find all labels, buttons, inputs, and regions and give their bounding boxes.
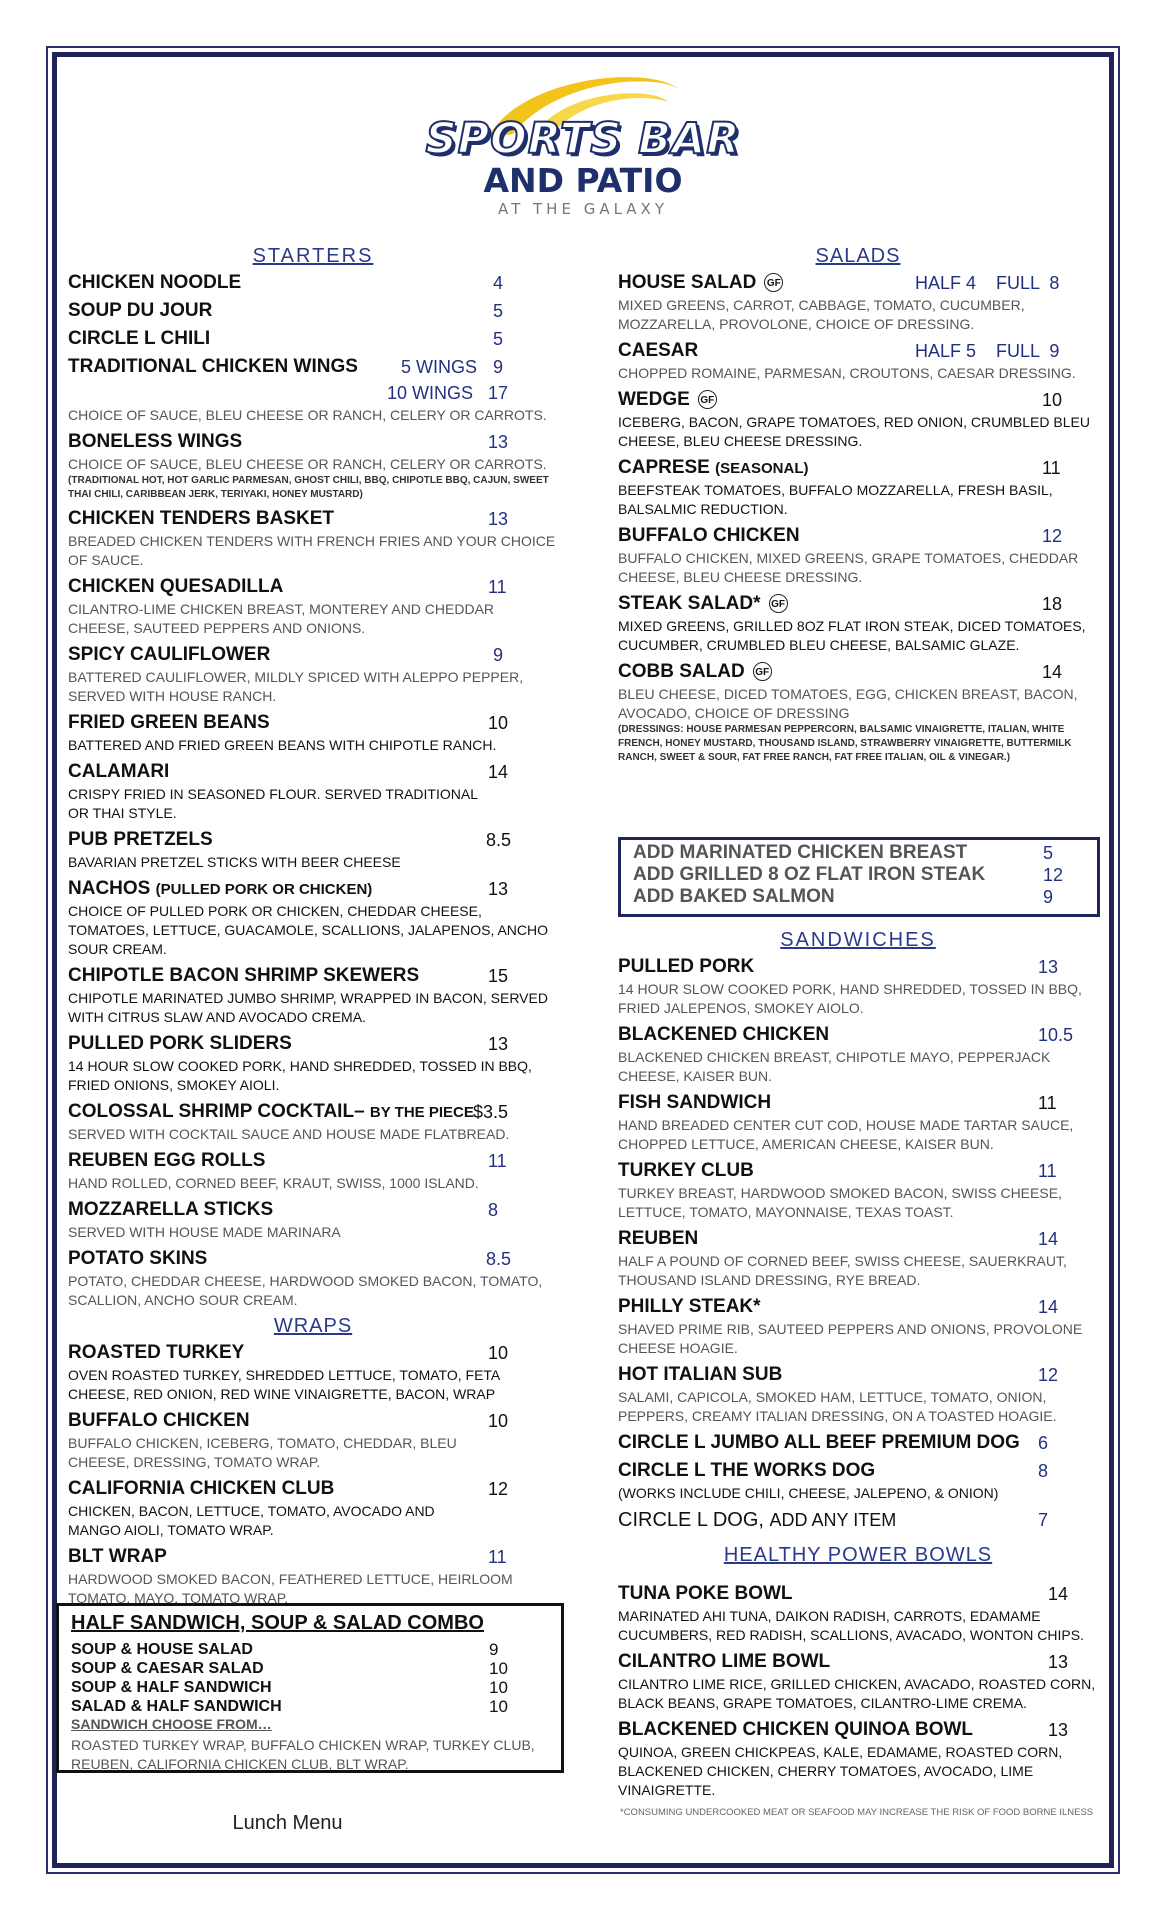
item-desc: BATTERED CAULIFLOWER, MILDLY SPICED WITH ALEPPO PEPPER, SERVED WITH HOUSE RANCH. — [68, 669, 524, 704]
item-name: TUNA POKE BOWL — [618, 1583, 793, 1604]
combo-row: SOUP & HALF SANDWICH — [71, 1679, 272, 1696]
salads-heading: SALADS — [815, 245, 901, 267]
right-column — [618, 244, 1098, 769]
menu-item — [68, 1476, 558, 1540]
menu-item — [68, 574, 558, 638]
item-price: 11 — [1038, 1093, 1057, 1113]
item-name: CHICKEN QUESADILLA — [68, 576, 284, 597]
gluten-free-icon: GF — [698, 390, 717, 409]
item-price: 9 — [493, 357, 504, 377]
item-name: CHICKEN TENDERS BASKET — [68, 508, 335, 529]
item-name: ROASTED TURKEY — [68, 1342, 245, 1363]
menu-item — [68, 710, 558, 755]
item-name: REUBEN EGG ROLLS — [68, 1150, 266, 1171]
menu-item — [68, 876, 558, 959]
item-price: 15 — [488, 966, 509, 986]
item-name: PULLED PORK — [618, 956, 755, 977]
addon-label: ADD MARINATED CHICKEN BREAST — [633, 842, 968, 863]
item-name-text: CAPRESE — [618, 457, 710, 478]
menu-item — [68, 1408, 558, 1472]
menu-item — [68, 270, 558, 296]
menu-item — [618, 1090, 1098, 1154]
item-name-qualifier: (PULLED PORK OR CHICKEN) — [155, 881, 373, 898]
menu-item — [68, 963, 558, 1027]
lunch-menu-label: Lunch Menu — [232, 1812, 343, 1834]
item-price: 14 — [1048, 1584, 1069, 1604]
menu-item — [68, 642, 558, 706]
item-price: 13 — [488, 1034, 509, 1054]
menu-item — [618, 1362, 1098, 1426]
combo-price: 10 — [489, 1678, 508, 1697]
item-desc: BLACKENED CHICKEN BREAST, CHIPOTLE MAYO, PEPPERJACK CHEESE, KAISER BUN. — [618, 1049, 1051, 1084]
disclaimer: *CONSUMING UNDERCOOKED MEAT OR SEAFOOD MAY INCREASE THE RISK OF FOOD BORNE ILNESS — [620, 1807, 1094, 1818]
gluten-free-icon: GF — [769, 594, 788, 613]
combo-box — [56, 1603, 564, 1773]
menu-item — [68, 1148, 558, 1193]
combo-price: 10 — [489, 1697, 508, 1716]
item-price: 14 — [1038, 1229, 1059, 1249]
item-price: 11 — [488, 1547, 507, 1567]
menu-item — [68, 1246, 558, 1310]
combo-title: HALF SANDWICH, SOUP & SALAD COMBO — [71, 1612, 484, 1634]
menu-item — [68, 1099, 558, 1144]
item-desc: BLEU CHEESE, DICED TOMATOES, EGG, CHICKEN BREAST, BACON, AVOCADO, CHOICE OF DRESSING — [618, 686, 1078, 721]
item-desc: SHAVED PRIME RIB, SAUTEED PEPPERS AND ONIONS, PROVOLONE CHEESE HOAGIE. — [618, 1321, 1083, 1356]
item-name: SPICY CAULIFLOWER — [68, 644, 271, 665]
item-price: 6 — [1038, 1433, 1049, 1453]
item-name-text: COBB SALAD — [618, 661, 745, 682]
item-desc: TURKEY BREAST, HARDWOOD SMOKED BACON, SWISS CHEESE, LETTUCE, TOMATO, MAYONNAISE, TEXAS TOAST. — [618, 1185, 1062, 1220]
item-desc: CHOPPED ROMAINE, PARMESAN, CROUTONS, CAESAR DRESSING. — [618, 365, 1076, 381]
menu-item — [68, 354, 558, 425]
item-name: REUBEN — [618, 1228, 699, 1249]
combo-choose: SANDWICH CHOOSE FROM… — [71, 1716, 272, 1732]
item-name-text: COLOSSAL SHRIMP COCKTAIL– — [68, 1101, 365, 1122]
item-name: PHILLY STEAK* — [618, 1296, 761, 1317]
logo-line3: AT THE GALAXY — [497, 200, 668, 218]
item-desc: BEEFSTEAK TOMATOES, BUFFALO MOZZARELLA, FRESH BASIL, BALSALMIC REDUCTION. — [618, 482, 1053, 517]
menu-item — [68, 1031, 558, 1095]
item-desc: CHOICE OF SAUCE, BLEU CHEESE OR RANCH, CELERY OR CARROTS. — [68, 407, 547, 423]
item-desc: BUFFALO CHICKEN, MIXED GREENS, GRAPE TOMATOES, CHEDDAR CHEESE, BLEU CHEESE DRESSING. — [618, 550, 1079, 585]
price-label: 5 WINGS — [401, 357, 478, 377]
gluten-free-icon: GF — [753, 662, 772, 681]
menu-item — [618, 523, 1098, 587]
left-column — [68, 244, 558, 1612]
item-name-qualifier: (SEASONAL) — [715, 460, 809, 477]
item-name: BLACKENED CHICKEN QUINOA BOWL — [618, 1719, 974, 1740]
menu-item — [618, 1458, 1098, 1503]
item-name-text: WEDGE — [618, 389, 690, 410]
item-desc: 14 HOUR SLOW COOKED PORK, HAND SHREDDED, TOSSED IN BBQ, FRIED JALEPENOS, SMOKEY AIOLO. — [618, 981, 1082, 1016]
item-price: 17 — [488, 383, 509, 403]
item-price: 14 — [1038, 1297, 1059, 1317]
item-name: CIRCLE L JUMBO ALL BEEF PREMIUM DOG — [618, 1432, 1020, 1453]
item-desc: CHICKEN, BACON, LETTUCE, TOMATO, AVOCADO AND MANGO AIOLI, TOMATO WRAP. — [68, 1503, 435, 1538]
menu-item — [618, 1507, 1098, 1533]
item-price: 13 — [488, 432, 509, 452]
item-price: 12 — [1038, 1365, 1059, 1385]
menu-item — [618, 954, 1098, 1018]
item-desc: MIXED GREENS, GRILLED 8OZ FLAT IRON STEAK, DICED TOMATOES, CUCUMBER, CRUMBLED BLEU CHEESE, BALSAMIC GLAZE. — [618, 618, 1086, 653]
item-name-qualifier: BY THE PIECE — [369, 1104, 474, 1121]
item-name: PULLED PORK SLIDERS — [68, 1033, 292, 1054]
item-desc: SERVED WITH COCKTAIL SAUCE AND HOUSE MADE FLATBREAD. — [68, 1126, 510, 1142]
item-name-qualifier: ADD ANY ITEM — [769, 1510, 897, 1530]
menu-item — [618, 1581, 1098, 1645]
item-name: CIRCLE L CHILI — [68, 328, 211, 349]
item-price: HALF 5 FULL 9 — [915, 341, 1060, 361]
item-desc: CHIPOTLE MARINATED JUMBO SHRIMP, WRAPPED IN BACON, SERVED WITH CITRUS SLAW AND AVOCADO CREMA. — [68, 990, 548, 1025]
item-price: 4 — [493, 273, 504, 293]
item-name: MOZZARELLA STICKS — [68, 1199, 274, 1220]
combo-price: 10 — [489, 1659, 508, 1678]
item-price: 11 — [1042, 458, 1061, 478]
item-name — [618, 387, 717, 413]
menu-item — [618, 1022, 1098, 1086]
item-price: 9 — [493, 645, 504, 665]
item-price: 10 — [488, 1343, 509, 1363]
item-note: (DRESSINGS: HOUSE PARMESAN PEPPERCORN, BALSAMIC VINAIGRETTE, ITALIAN, WHITE FRENCH, HONEY MUSTARD, THOUSAND ISLAND, STRAWBERRY VINAIGRETTE, BUTTERMILK RANCH, SWEET & SOUR, FAT FREE RANCH, FAT FREE ITALIAN, OIL & VINEGAR.) — [618, 724, 1072, 763]
combo-row: SALAD & HALF SANDWICH — [71, 1698, 282, 1715]
item-price: 13 — [488, 879, 509, 899]
item-price: 11 — [488, 1151, 507, 1171]
item-price: 8.5 — [486, 830, 512, 850]
logo-line1: SPORTS BAR — [425, 114, 741, 164]
item-name-text: STEAK SALAD* — [618, 593, 761, 614]
item-name — [68, 876, 372, 903]
menu-item — [618, 1430, 1098, 1456]
menu-item — [68, 506, 558, 570]
item-desc: 14 HOUR SLOW COOKED PORK, HAND SHREDDED, TOSSED IN BBQ, FRIED ONIONS, SMOKEY AIOLI. — [68, 1058, 532, 1093]
addon-price: 5 — [1043, 843, 1054, 863]
addons-box — [618, 837, 1100, 917]
item-desc: (WORKS INCLUDE CHILI, CHEESE, JALEPENO, & ONION) — [618, 1485, 999, 1501]
combo-price: 9 — [489, 1640, 499, 1659]
item-name: CIRCLE L THE WORKS DOG — [618, 1460, 876, 1481]
menu-item — [68, 1197, 558, 1242]
menu-item — [618, 455, 1098, 519]
item-price: 13 — [488, 509, 509, 529]
menu-item — [68, 827, 558, 872]
menu-item — [618, 387, 1098, 451]
item-price: $3.5 — [473, 1102, 509, 1122]
combo-desc: ROASTED TURKEY WRAP, BUFFALO CHICKEN WRAP, TURKEY CLUB, REUBEN, CALIFORNIA CHICKEN CLUB, BLT WRAP. — [71, 1737, 535, 1772]
menu-item — [618, 1649, 1098, 1713]
item-name: CALIFORNIA CHICKEN CLUB — [68, 1478, 335, 1499]
item-desc: HARDWOOD SMOKED BACON, FEATHERED LETTUCE, HEIRLOOM TOMATO, MAYO, TOMATO WRAP. — [68, 1571, 513, 1606]
menu-item — [618, 1294, 1098, 1358]
sandwiches-heading: SANDWICHES — [780, 929, 936, 951]
item-desc: MIXED GREENS, CARROT, CABBAGE, TOMATO, CUCUMBER, MOZZARELLA, PROVOLONE, CHOICE OF DRESSING. — [618, 297, 1025, 332]
item-name: HOT ITALIAN SUB — [618, 1364, 783, 1385]
menu-item — [68, 429, 558, 502]
item-name: CHIPOTLE BACON SHRIMP SKEWERS — [68, 965, 420, 986]
item-price: 10 — [488, 1411, 509, 1431]
item-desc: CHOICE OF SAUCE, BLEU CHEESE OR RANCH, CELERY OR CARROTS. — [68, 456, 547, 472]
menu-item — [618, 591, 1098, 655]
menu-item — [68, 326, 558, 352]
item-price: 7 — [1038, 1510, 1049, 1530]
item-price: 11 — [1038, 1161, 1057, 1181]
item-desc: HAND ROLLED, CORNED BEEF, KRAUT, SWISS, 1000 ISLAND. — [68, 1175, 479, 1191]
gluten-free-icon: GF — [764, 273, 783, 292]
item-name-text: NACHOS — [68, 878, 151, 899]
item-desc: CRISPY FRIED IN SEASONED FLOUR. SERVED TRADITIONAL OR THAI STYLE. — [68, 786, 478, 821]
item-price: 12 — [1042, 526, 1063, 546]
combo-row: SOUP & CAESAR SALAD — [71, 1660, 264, 1677]
item-desc: SERVED WITH HOUSE MADE MARINARA — [68, 1224, 341, 1240]
item-name — [618, 270, 783, 296]
item-desc: CHOICE OF PULLED PORK OR CHICKEN, CHEDDAR CHEESE, TOMATOES, LETTUCE, GUACAMOLE, SCALLIONS, JALAPENOS, ANCHO SOUR CREAM. — [68, 903, 549, 957]
item-name: PUB PRETZELS — [68, 829, 213, 850]
menu-item — [618, 338, 1098, 383]
item-name: CHICKEN NOODLE — [68, 272, 242, 293]
item-note: (TRADITIONAL HOT, HOT GARLIC PARMESAN, GHOST CHILI, BBQ, CHIPOTLE BBQ, CAJUN, SWEET THAI CHILI, CARIBBEAN JERK, TERIYAKI, HONEY MUSTARD) — [68, 475, 549, 500]
item-name: BONELESS WINGS — [68, 431, 243, 452]
item-desc: ICEBERG, BACON, GRAPE TOMATOES, RED ONION, CRUMBLED BLEU CHEESE, BLEU CHEESE DRESSING. — [618, 414, 1090, 449]
item-name: TURKEY CLUB — [618, 1160, 754, 1181]
item-price: 11 — [488, 577, 507, 597]
item-price: 8 — [1038, 1461, 1049, 1481]
item-name-text: CIRCLE L DOG, — [618, 1509, 764, 1531]
item-price: 5 — [493, 329, 504, 349]
menu-item — [618, 270, 1098, 334]
logo-line2: AND PATIO — [483, 161, 683, 200]
item-name: BUFFALO CHICKEN — [618, 525, 800, 546]
item-price: 13 — [1038, 957, 1059, 977]
item-price: 10.5 — [1038, 1025, 1074, 1045]
item-name: BLT WRAP — [68, 1546, 167, 1567]
item-name: CILANTRO LIME BOWL — [618, 1651, 831, 1672]
item-price: 8.5 — [486, 1249, 512, 1269]
addon-label: ADD GRILLED 8 OZ FLAT IRON STEAK — [633, 864, 986, 885]
item-name-text: HOUSE SALAD — [618, 272, 757, 293]
item-name — [618, 659, 772, 685]
menu-item — [68, 759, 558, 823]
wraps-heading: WRAPS — [273, 1315, 353, 1337]
addon-price: 12 — [1043, 865, 1064, 885]
item-price: 14 — [488, 762, 509, 782]
logo — [418, 68, 748, 218]
combo-row: SOUP & HOUSE SALAD — [71, 1641, 253, 1658]
menu-item — [618, 659, 1098, 765]
item-desc: MARINATED AHI TUNA, DAIKON RADISH, CARROTS, EDAMAME CUCUMBERS, RED RADISH, SCALLIONS, AVACADO, WONTON CHIPS. — [618, 1608, 1084, 1643]
item-desc: POTATO, CHEDDAR CHEESE, HARDWOOD SMOKED BACON, TOMATO, SCALLION, ANCHO SOUR CREAM. — [68, 1273, 543, 1308]
item-desc: BUFFALO CHICKEN, ICEBERG, TOMATO, CHEDDAR, BLEU CHEESE, DRESSING, TOMATO WRAP. — [68, 1435, 457, 1470]
item-price: 13 — [1048, 1652, 1069, 1672]
item-desc: OVEN ROASTED TURKEY, SHREDDED LETTUCE, TOMATO, FETA CHEESE, RED ONION, RED WINE VINAIGRETTE, BACON, WRAP — [68, 1367, 500, 1402]
item-price: 10 — [1042, 390, 1063, 410]
item-name: TRADITIONAL CHICKEN WINGS — [68, 356, 358, 377]
menu-item — [618, 1158, 1098, 1222]
item-name: BUFFALO CHICKEN — [68, 1410, 250, 1431]
item-price: 13 — [1048, 1720, 1069, 1740]
addon-label: ADD BAKED SALMON — [633, 886, 835, 907]
item-desc: BATTERED AND FRIED GREEN BEANS WITH CHIPOTLE RANCH. — [68, 737, 497, 753]
item-desc: QUINOA, GREEN CHICKPEAS, KALE, EDAMAME, ROASTED CORN, BLACKENED CHICKEN, CHERRY TOMATOES, AVOCADO, LIME VINAIGRETTE. — [618, 1744, 1063, 1798]
item-price: 14 — [1042, 662, 1063, 682]
item-desc: BAVARIAN PRETZEL STICKS WITH BEER CHEESE — [68, 854, 401, 870]
item-price: 18 — [1042, 594, 1063, 614]
bowls-heading: HEALTHY POWER BOWLS — [723, 1544, 993, 1566]
item-name — [618, 1507, 896, 1533]
item-desc: SALAMI, CAPICOLA, SMOKED HAM, LETTUCE, TOMATO, ONION, PEPPERS, CREAMY ITALIAN DRESSING, ON A TOASTED HOAGIE. — [618, 1389, 1057, 1424]
menu-item — [68, 298, 558, 324]
item-name: CALAMARI — [68, 761, 170, 782]
right-column-lower — [618, 928, 1098, 1804]
menu-item — [618, 1226, 1098, 1290]
item-price: 12 — [488, 1479, 509, 1499]
item-name: FRIED GREEN BEANS — [68, 712, 270, 733]
item-desc: CILANTRO-LIME CHICKEN BREAST, MONTEREY AND CHEDDAR CHEESE, SAUTEED PEPPERS AND ONIONS. — [68, 601, 495, 636]
item-desc: HAND BREADED CENTER CUT COD, HOUSE MADE TARTAR SAUCE, CHOPPED LETTUCE, AMERICAN CHEESE, KAISER BUN. — [618, 1117, 1074, 1152]
menu-item — [68, 1340, 558, 1404]
item-name: SOUP DU JOUR — [68, 300, 213, 321]
item-name: FISH SANDWICH — [618, 1092, 772, 1113]
addon-price: 9 — [1043, 887, 1054, 907]
item-name — [618, 591, 788, 617]
item-name: BLACKENED CHICKEN — [618, 1024, 830, 1045]
menu-item — [618, 1717, 1098, 1800]
menu-item — [68, 1544, 558, 1608]
item-desc: BREADED CHICKEN TENDERS WITH FRENCH FRIES AND YOUR CHOICE OF SAUCE. — [68, 533, 556, 568]
starters-heading: STARTERS — [252, 245, 374, 267]
item-name: POTATO SKINS — [68, 1248, 208, 1269]
item-name — [618, 455, 808, 482]
item-name: CAESAR — [618, 340, 699, 361]
price-label: 10 WINGS — [387, 383, 474, 403]
item-desc: HALF A POUND OF CORNED BEEF, SWISS CHEESE, SAUERKRAUT, THOUSAND ISLAND DRESSING, RYE BREAD. — [618, 1253, 1067, 1288]
item-desc: CILANTRO LIME RICE, GRILLED CHICKEN, AVACADO, ROASTED CORN, BLACK BEANS, GRAPE TOMATOES, CILANTRO-LIME CREMA. — [618, 1676, 1096, 1711]
item-price: 8 — [488, 1200, 499, 1220]
item-price: HALF 4 FULL 8 — [915, 273, 1060, 293]
item-price: 5 — [493, 301, 504, 321]
item-price: 10 — [488, 713, 509, 733]
item-name — [68, 1099, 474, 1126]
